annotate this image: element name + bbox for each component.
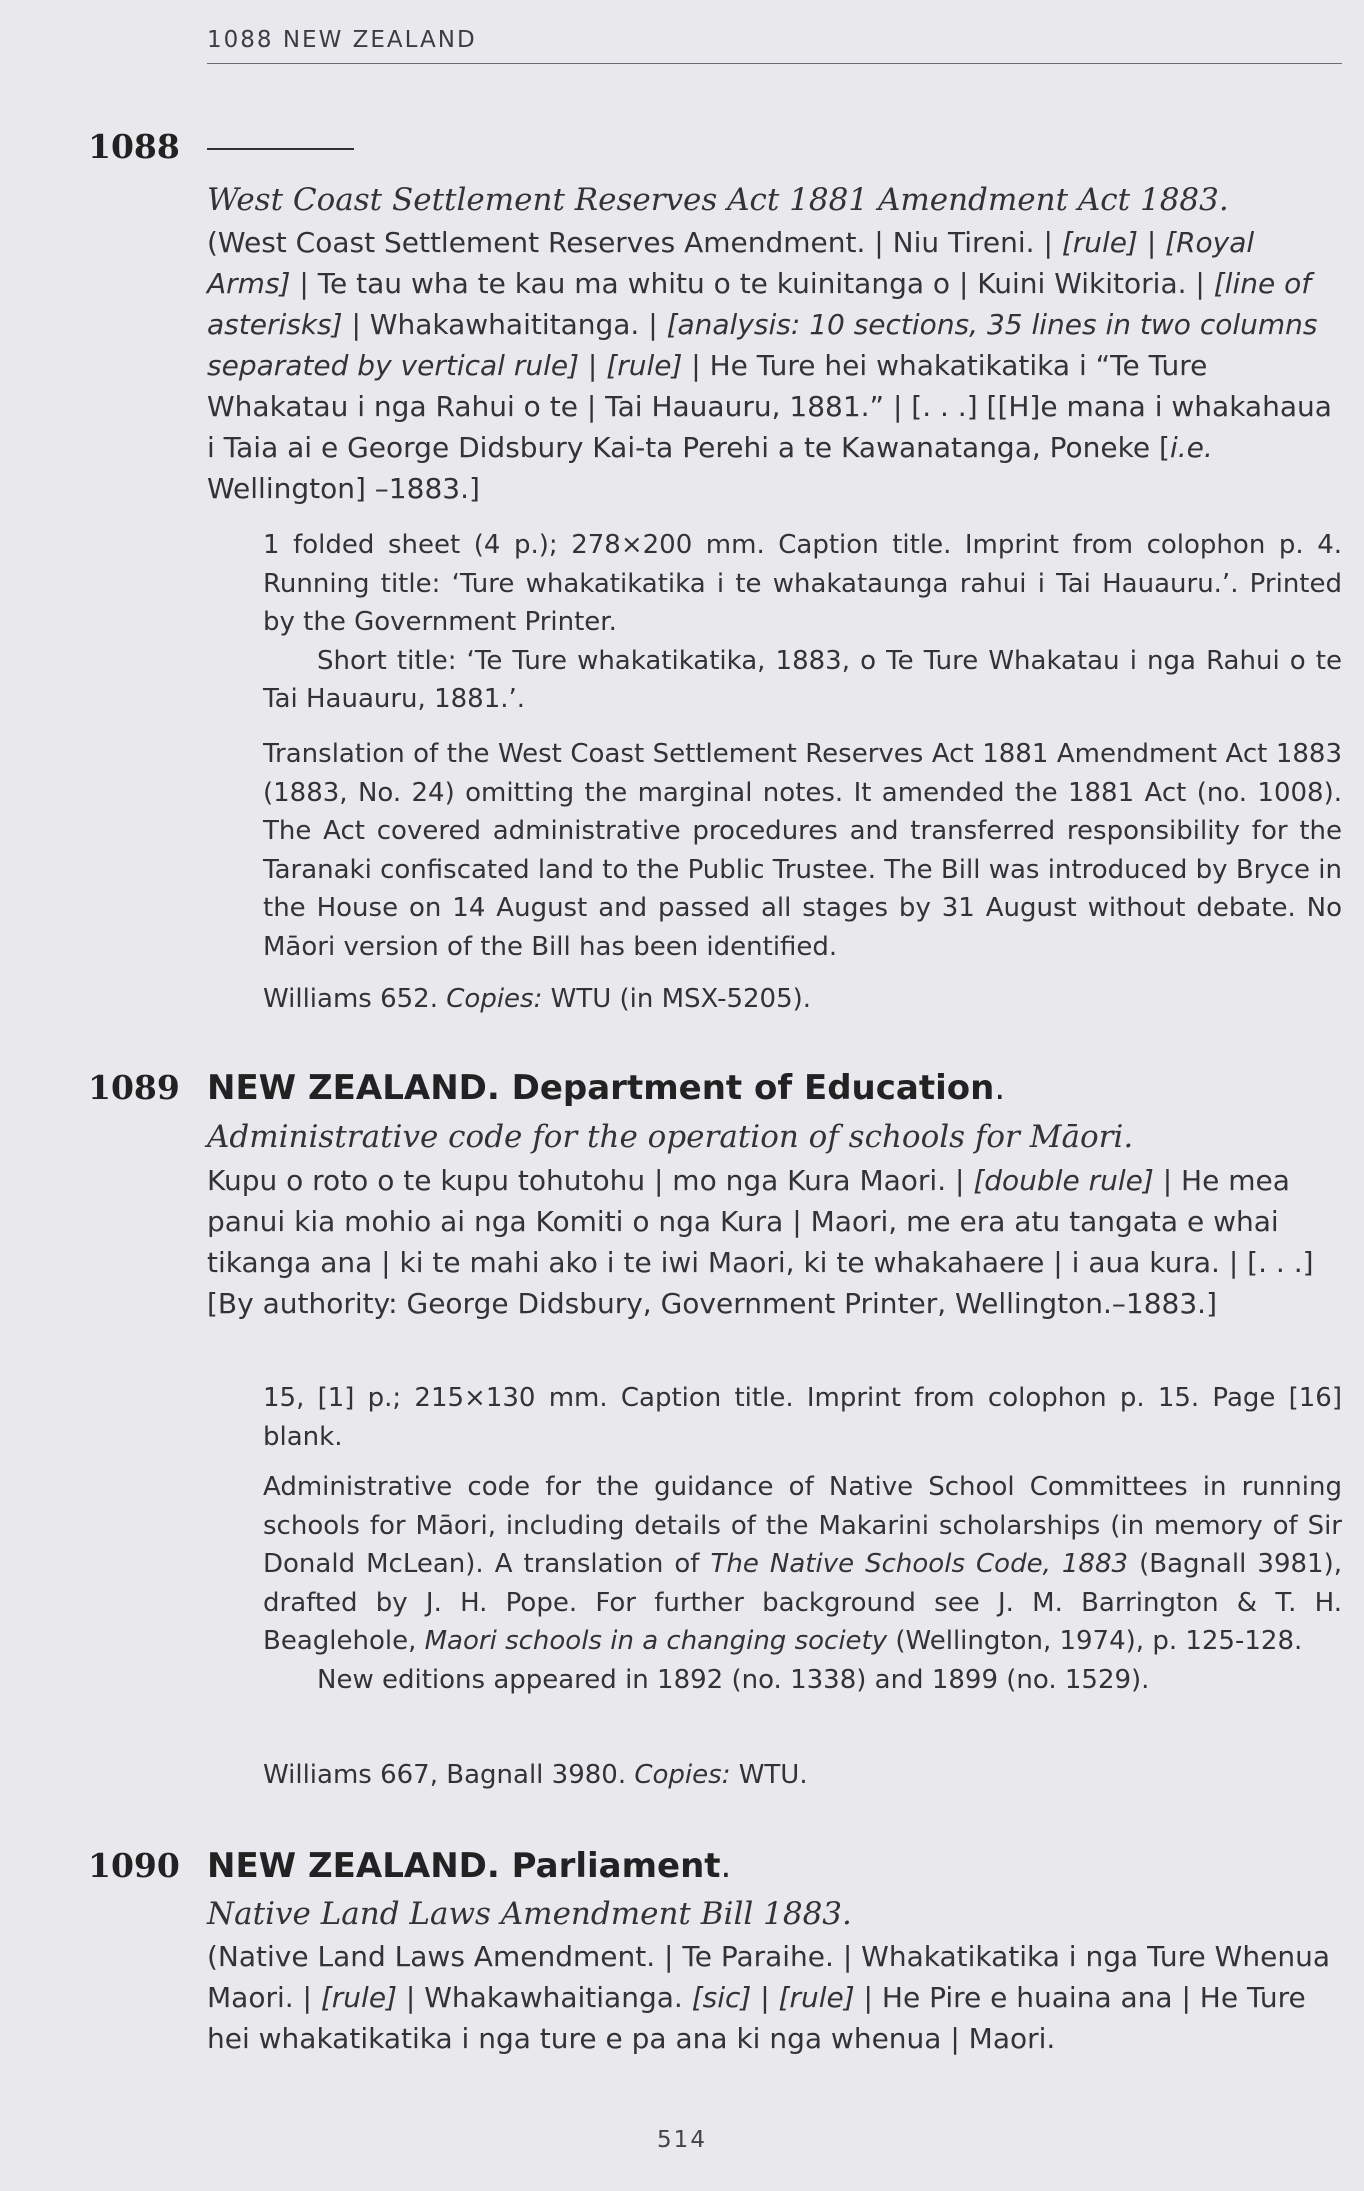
heading-bold-1090: NEW ZEALAND. Parliament [207, 1846, 721, 1886]
entry-title-1090: Native Land Laws Amendment Bill 1883. [207, 1896, 852, 1932]
text-run: Wellington] –1883.] [207, 472, 480, 505]
entry-heading-1090 [207, 1846, 731, 1886]
italic-run: [analysis: 10 sections, 35 lines in two columns separated by vertical rule] [207, 308, 1318, 382]
text-run: (Bagnall 3981), drafted by J. H. Pope. For further background see J. M. Barrington & T. H. Beaglehole, [263, 1549, 1342, 1656]
entry-heading-1089 [207, 1068, 1005, 1108]
italic-run: [line of asterisks] [207, 267, 1312, 341]
italic-run: i.e. [1169, 431, 1213, 464]
page-number: 514 [657, 2127, 707, 2153]
italic-run: [sic] [691, 1981, 752, 2014]
text-run: | He mea panui kia mohio ai nga Komiti o nga Kura | Maori, me era atu tangata e whai tikanga ana | ki te mahi ako i te iwi Maori, ki te whakahaere | i aua kura. | [. . .] [By authority: George Didsbury, Government Printer, Wellington.–1883.] [207, 1164, 1314, 1320]
text-run: | Whakawhaititanga. | [342, 308, 667, 341]
entry-dash-1088 [207, 127, 354, 167]
references-1088 [263, 980, 1342, 1019]
italic-run: [Royal Arms] [207, 226, 1255, 300]
copies-1089: WTU. [738, 1760, 808, 1790]
copies-1088: WTU (in MSX-5205). [550, 984, 812, 1014]
references-1089 [263, 1756, 1342, 1795]
entry-title-1089: Administrative code for the operation of schools for Māori. [207, 1119, 1134, 1155]
note-1089 [263, 1468, 1342, 1699]
text-run: | He Ture hei whakatikatika i “Te Ture Whakatau i nga Rahui o te | Tai Hauauru, 1881.” | [. . .] [[H]e mana i whakahaua i Taia ai e George Didsbury Kai-ta Perehi a te Kawanatanga, Poneke [ [207, 349, 1332, 464]
copies-label-1089: Copies: [634, 1760, 731, 1790]
refs-1088: Williams 652. [263, 984, 438, 1014]
italic-run: [rule] [778, 1981, 855, 2014]
text-run: | [751, 1981, 779, 2014]
heading-bold-1089: NEW ZEALAND. Department of Education [207, 1068, 995, 1108]
heading-tail-1089: . [994, 1068, 1006, 1108]
physical-description-1088 [263, 526, 1342, 719]
physical-1089: 15, [1] p.; 215×130 mm. Caption title. Imprint from colophon p. 15. Page [16] blank. [263, 1383, 1342, 1452]
italic-run: [rule] [606, 349, 683, 382]
entry-number-1090: 1090 [88, 1846, 180, 1885]
transcription-1089 [207, 1160, 1342, 1324]
heading-tail-1090: . [720, 1846, 732, 1886]
note-1088: Translation of the West Coast Settlement Reserves Act 1881 Amendment Act 1883 (1883, No. 24) omitting the marginal notes. It amended the 1881 Act (no. 1008). The Act covered administrative procedures and transferred responsibility for the Taranaki confiscated land to the Public Trustee. The Bill was introduced by Bryce in the House on 14 August and passed all stages by 31 August without debate. No Māori version of the Bill has been identified. [263, 739, 1342, 962]
italic-run: Maori schools in a changing society [424, 1626, 888, 1656]
transcription-1090 [207, 1936, 1342, 2059]
transcription-1088 [207, 222, 1342, 512]
physical-1088: 1 folded sheet (4 p.); 278×200 mm. Caption title. Imprint from colophon p. 4. Running title: ‘Ture whakatikatika i te whakataunga rahui i Tai Hauauru.’. Printed by the Government Printer. [263, 530, 1342, 637]
text-run: | Whakawhaitianga. [397, 1981, 692, 2014]
entry-number-1089: 1089 [88, 1068, 180, 1107]
entry-title-1088: West Coast Settlement Reserves Act 1881 Amendment Act 1883. [207, 182, 1229, 218]
running-head: 1088 NEW ZEALAND [207, 27, 477, 53]
italic-run: The Native Schools Code, 1883 [710, 1549, 1129, 1579]
text-run: | [1137, 226, 1166, 259]
entry-number-1088: 1088 [88, 127, 180, 166]
text-run: (Wellington, 1974), p. 125-128. [887, 1626, 1303, 1656]
text-run: | Te tau wha te kau ma whitu o te kuinitanga o | Kuini Wikitoria. | [290, 267, 1214, 300]
text-run: Kupu o roto o te kupu tohutohu | mo nga Kura Maori. | [207, 1164, 974, 1197]
italic-run: [rule] [320, 1981, 397, 2014]
text-run: (West Coast Settlement Reserves Amendment. | Niu Tireni. | [207, 226, 1062, 259]
text-run: | [579, 349, 607, 382]
header-rule [207, 63, 1342, 64]
copies-label-1088: Copies: [446, 984, 543, 1014]
text-run: | He Pire e huaina ana | He Ture hei whakatikatika i nga ture e pa ana ki nga whenua | Maori. [207, 1981, 1306, 2055]
note-body-1089 [263, 1472, 1342, 1656]
text-run: (Native Land Laws Amendment. | Te Paraihe. | Whakatikatika i nga Ture Whenua Maori. | [207, 1940, 1330, 2014]
italic-run: [double rule] [973, 1164, 1154, 1197]
editions-1089: New editions appeared in 1892 (no. 1338) and 1899 (no. 1529). [317, 1664, 1150, 1695]
short-title-1088: Short title: ‘Te Ture whakatikatika, 1883, o Te Ture Whakatau i nga Rahui o te Tai Hauauru, 1881.’. [263, 645, 1342, 714]
text-run: Administrative code for the guidance of Native School Committees in running schools for Māori, including details of the Makarini scholarships (in memory of Sir Donald McLean). A translation of [263, 1472, 1342, 1579]
italic-run: [rule] [1061, 226, 1138, 259]
refs-1089: Williams 667, Bagnall 3980. [263, 1760, 627, 1790]
